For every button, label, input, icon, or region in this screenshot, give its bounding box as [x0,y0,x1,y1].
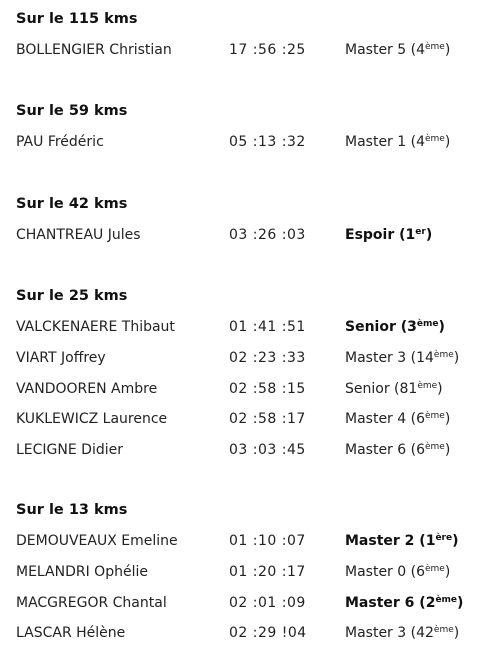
category-close: ) [444,442,451,459]
category-rank [345,532,459,550]
category-label: Senior (3 [345,319,417,335]
finish-time: 02 :58 :15 [229,380,306,397]
result-row [16,226,484,244]
section-title: Sur le 59 kms [16,103,128,119]
rank-suffix: ème [425,411,445,422]
finish-time: 17 :56 :25 [229,42,306,58]
finish-time: 02 :58 :17 [229,411,306,428]
distance-section [16,287,484,459]
finish-time: 01 :20 :17 [229,563,306,580]
category-close: ) [437,380,443,397]
finish-time: 05 :13 :32 [229,134,306,150]
category-label: Master 0 (6 [345,563,425,580]
rank-suffix: ème [417,380,438,391]
finish-time: 02 :01 :09 [229,594,306,611]
runner-name: KUKLEWICZ Laurence [16,411,168,428]
rank-suffix: ème [425,442,445,453]
category-close: ) [453,625,460,642]
runner-name: VANDOOREN Ambre [16,380,158,397]
distance-section [16,10,484,58]
category-close: ) [457,594,464,611]
category-close: ) [444,411,451,428]
finish-time: 02 :23 :33 [229,349,306,366]
rank-suffix: ème [425,42,445,52]
category-rank [345,226,432,244]
runner-name: DEMOUVEAUX Emeline [16,533,178,549]
category-rank [345,594,463,612]
category-rank [345,349,459,367]
rank-suffix: ème [433,625,454,636]
section-title: Sur le 13 kms [16,502,128,518]
category-rank [345,41,450,59]
runner-name: MELANDRI Ophélie [16,563,148,580]
category-rank [345,563,450,581]
category-rank [345,441,450,459]
category-label: Master 5 (4 [345,42,425,58]
rank-suffix: ème [425,563,445,574]
category-label: Senior (81 [345,380,418,397]
category-close: ) [444,42,451,58]
result-row [16,133,484,151]
rank-suffix: ème [416,319,439,329]
runner-name: LECIGNE Didier [16,442,123,459]
runner-name: VALCKENAERE Thibaut [16,319,175,335]
result-row [16,410,484,428]
distance-section [16,195,484,243]
category-rank [345,380,443,398]
runner-name: BOLLENGIER Christian [16,42,172,58]
result-row [16,349,484,367]
category-close: ) [438,319,445,335]
finish-time: 02 :29 !04 [229,625,307,642]
rank-suffix: ère [435,533,453,543]
category-rank [345,133,450,151]
finish-time: 01 :41 :51 [229,319,306,335]
category-label: Master 2 (1 [345,533,436,549]
runner-name: LASCAR Hélène [16,625,126,642]
finish-time: 03 :26 :03 [229,227,306,243]
category-rank [345,410,450,428]
runner-name: VIART Joffrey [16,349,106,366]
category-rank [345,318,445,336]
category-label: Master 3 (42 [345,625,434,642]
category-label: Master 4 (6 [345,411,425,428]
category-close: ) [444,563,451,580]
category-close: ) [444,134,451,150]
rank-suffix: ème [435,594,458,605]
category-label: Master 6 (6 [345,442,425,459]
result-row [16,563,484,581]
result-row [16,441,484,459]
category-label: Master 1 (4 [345,134,425,150]
result-row [16,594,484,612]
runner-name: CHANTREAU Jules [16,227,141,243]
result-row [16,318,484,336]
section-title: Sur le 115 kms [16,11,138,27]
category-label: Espoir (1 [345,227,416,243]
runner-name: PAU Frédéric [16,134,104,150]
result-row [16,41,484,59]
category-rank [345,624,459,642]
finish-time: 03 :03 :45 [229,442,306,459]
category-label: Master 6 (2 [345,594,436,611]
category-close: ) [453,349,460,366]
section-title: Sur le 42 kms [16,196,128,212]
rank-suffix: er [415,227,426,237]
rank-suffix: ème [425,134,445,144]
distance-section [16,102,484,150]
result-row [16,532,484,550]
rank-suffix: ème [433,349,454,360]
category-close: ) [452,533,459,549]
result-row [16,624,484,642]
distance-section [16,501,484,642]
result-row [16,380,484,398]
finish-time: 01 :10 :07 [229,533,306,549]
section-title: Sur le 25 kms [16,288,128,304]
runner-name: MACGREGOR Chantal [16,594,167,611]
category-label: Master 3 (14 [345,349,434,366]
category-close: ) [425,227,433,243]
